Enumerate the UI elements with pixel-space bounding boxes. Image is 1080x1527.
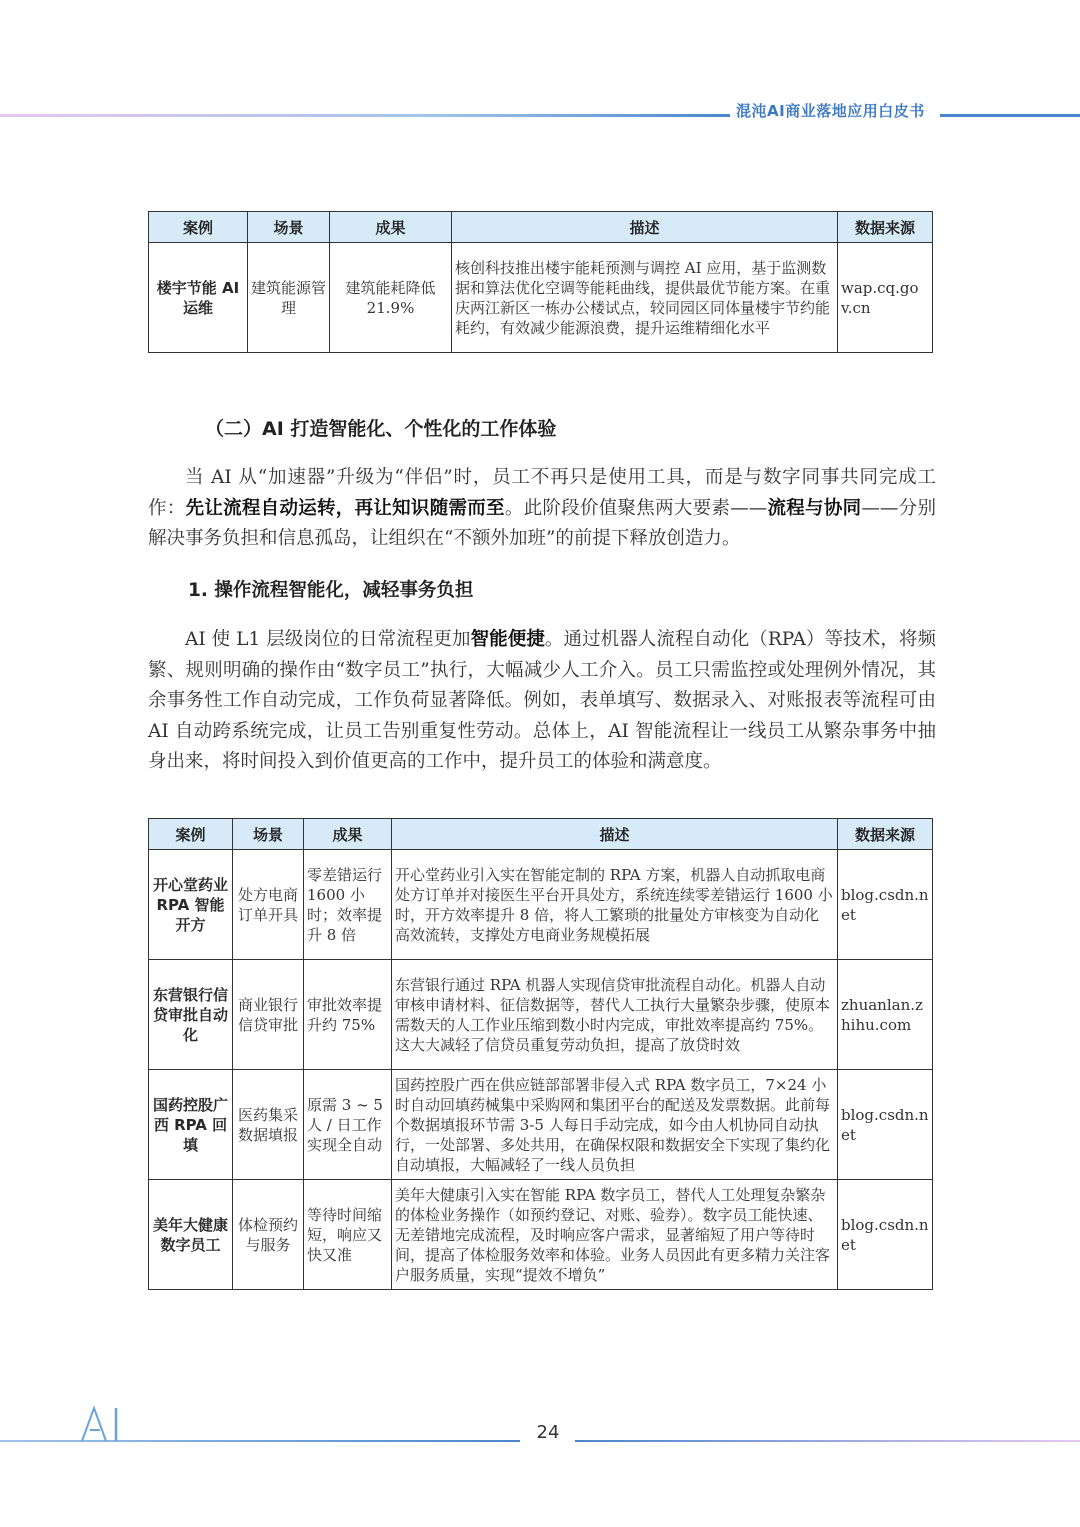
footer-rule-left: [0, 1440, 520, 1442]
para2-text-1: AI 使 L1 层级岗位的日常流程更加: [185, 629, 471, 650]
col-header-case: 案例: [149, 212, 248, 243]
paragraph-2: [148, 625, 936, 778]
col-header-desc: 描述: [452, 212, 838, 243]
cell-scene: 处方电商订单开具: [233, 850, 304, 960]
cell-case: 楼宇节能 AI 运维: [149, 243, 248, 353]
col-header-scene: 场景: [233, 819, 304, 850]
header-rule-left: [0, 114, 730, 117]
case-table-2: [148, 818, 933, 1290]
cell-case: 美年大健康数字员工: [149, 1180, 233, 1290]
table-row: [149, 960, 933, 1070]
cell-result: 等待时间缩短，响应又快又准: [304, 1180, 392, 1290]
table-row: [149, 243, 933, 353]
para2-bold-1: 智能便捷: [470, 629, 545, 650]
col-header-case: 案例: [149, 819, 233, 850]
col-header-scene: 场景: [248, 212, 330, 243]
cell-scene: 建筑能源管理: [248, 243, 330, 353]
cell-desc: 国药控股广西在供应链部部署非侵入式 RPA 数字员工，7×24 小时自动回填药械集中采购网和集团平台的配送及发票数据。此前每个数据填报环节需 3-5 人每日手动完成，如今由人机协同自动执行，一处部署、多处共用，在确保权限和数据安全下实现了集约化自动填报，大幅减轻了一线人员负担: [392, 1070, 838, 1180]
page-number: 24: [536, 1422, 560, 1443]
cell-scene: 商业银行信贷审批: [233, 960, 304, 1070]
cell-result: 零差错运行 1600 小时；效率提升 8 倍: [304, 850, 392, 960]
col-header-result: 成果: [304, 819, 392, 850]
header-title: 混沌AI商业落地应用白皮书: [736, 102, 925, 120]
cell-desc: 开心堂药业引入实在智能定制的 RPA 方案，机器人自动抓取电商处方订单并对接医生平台开具处方，系统连续零差错运行 1600 小时，开方效率提升 8 倍，将人工繁琐的批量处方审核变为自动化高效流转，支撑处方电商业务规模拓展: [392, 850, 838, 960]
section-title: （二）AI 打造智能化、个性化的工作体验: [205, 418, 557, 440]
para1-bold-2: 流程与协同: [767, 497, 862, 519]
col-header-source: 数据来源: [838, 212, 933, 243]
table-header-row: [149, 819, 933, 850]
cell-case: 国药控股广西 RPA 回填: [149, 1070, 233, 1180]
col-header-source: 数据来源: [838, 819, 933, 850]
subsection-title: 1. 操作流程智能化，减轻事务负担: [188, 580, 474, 601]
para1-text-1: 当 AI 从“加速器”升级为“伴侣”时，员工不再只是使用工具，而是与数字同事共同完成工作：: [148, 467, 936, 519]
table-header-row: [149, 212, 933, 243]
cell-source: blog.csdn.net: [838, 1180, 933, 1290]
cell-scene: 医药集采数据填报: [233, 1070, 304, 1180]
cell-case: 东营银行信贷审批自动化: [149, 960, 233, 1070]
cell-case: 开心堂药业 RPA 智能开方: [149, 850, 233, 960]
ai-logo-icon: [80, 1404, 130, 1444]
footer-rule-right: [575, 1440, 1080, 1442]
paragraph-1: [148, 463, 936, 555]
cell-desc: 东营银行通过 RPA 机器人实现信贷审批流程自动化。机器人自动审核申请材料、征信数据等，替代人工执行大量繁杂步骤，使原本需数天的人工作业压缩到数小时内完成，审批效率提高约 75%。这大大减轻了信贷员重复劳动负担，提高了放贷时效: [392, 960, 838, 1070]
cell-source: zhuanlan.zhihu.com: [838, 960, 933, 1070]
cell-result: 审批效率提升约 75%: [304, 960, 392, 1070]
cell-desc: 核创科技推出楼宇能耗预测与调控 AI 应用，基于监测数据和算法优化空调等能耗曲线，提供最优节能方案。在重庆两江新区一栋办公楼试点，较同园区同体量楼宇节约能耗约，有效减少能源浪费，提升运维精细化水平: [452, 243, 838, 353]
table-row: [149, 1180, 933, 1290]
cell-source: blog.csdn.net: [838, 1070, 933, 1180]
para1-bold-1: 先让流程自动运转，再让知识随需而至: [185, 497, 505, 519]
col-header-desc: 描述: [392, 819, 838, 850]
cell-scene: 体检预约与服务: [233, 1180, 304, 1290]
para1-text-2: 。此阶段价值聚焦两大要素——: [504, 497, 768, 519]
para1-text-3: ——分别解决事务负担和信息孤岛，让组织在“不额外加班”的前提下释放创造力。: [148, 497, 936, 549]
cell-desc: 美年大健康引入实在智能 RPA 数字员工，替代人工处理复杂繁杂的体检业务操作（如预约登记、对账、验券）。数字员工能快速、无差错地完成流程，及时响应客户需求，显著缩短了用户等待时间，提高了体检服务效率和体验。业务人员因此有更多精力关注客户服务质量，实现“提效不增负”: [392, 1180, 838, 1290]
table-row: [149, 1070, 933, 1180]
cell-result: 建筑能耗降低21.9%: [330, 243, 452, 353]
cell-result: 原需 3 ~ 5 人 / 日工作实现全自动: [304, 1070, 392, 1180]
case-table-1: [148, 211, 933, 353]
para2-text-2: 。通过机器人流程自动化（RPA）等技术，将频繁、规则明确的操作由“数字员工”执行，大幅减少人工介入。员工只需监控或处理例外情况，其余事务性工作自动完成，工作负荷显著降低。例如，表单填写、数据录入、对账报表等流程可由 AI 自动跨系统完成，让员工告别重复性劳动。总体上，AI 智能流程让一线员工从繁杂事务中抽身出来，将时间投入到价值更高的工作中，提升员工的体验和满意度。: [148, 629, 936, 772]
cell-source: wap.cq.gov.cn: [838, 243, 933, 353]
cell-source: blog.csdn.net: [838, 850, 933, 960]
header-rule-right: [940, 114, 1080, 117]
col-header-result: 成果: [330, 212, 452, 243]
table-row: [149, 850, 933, 960]
